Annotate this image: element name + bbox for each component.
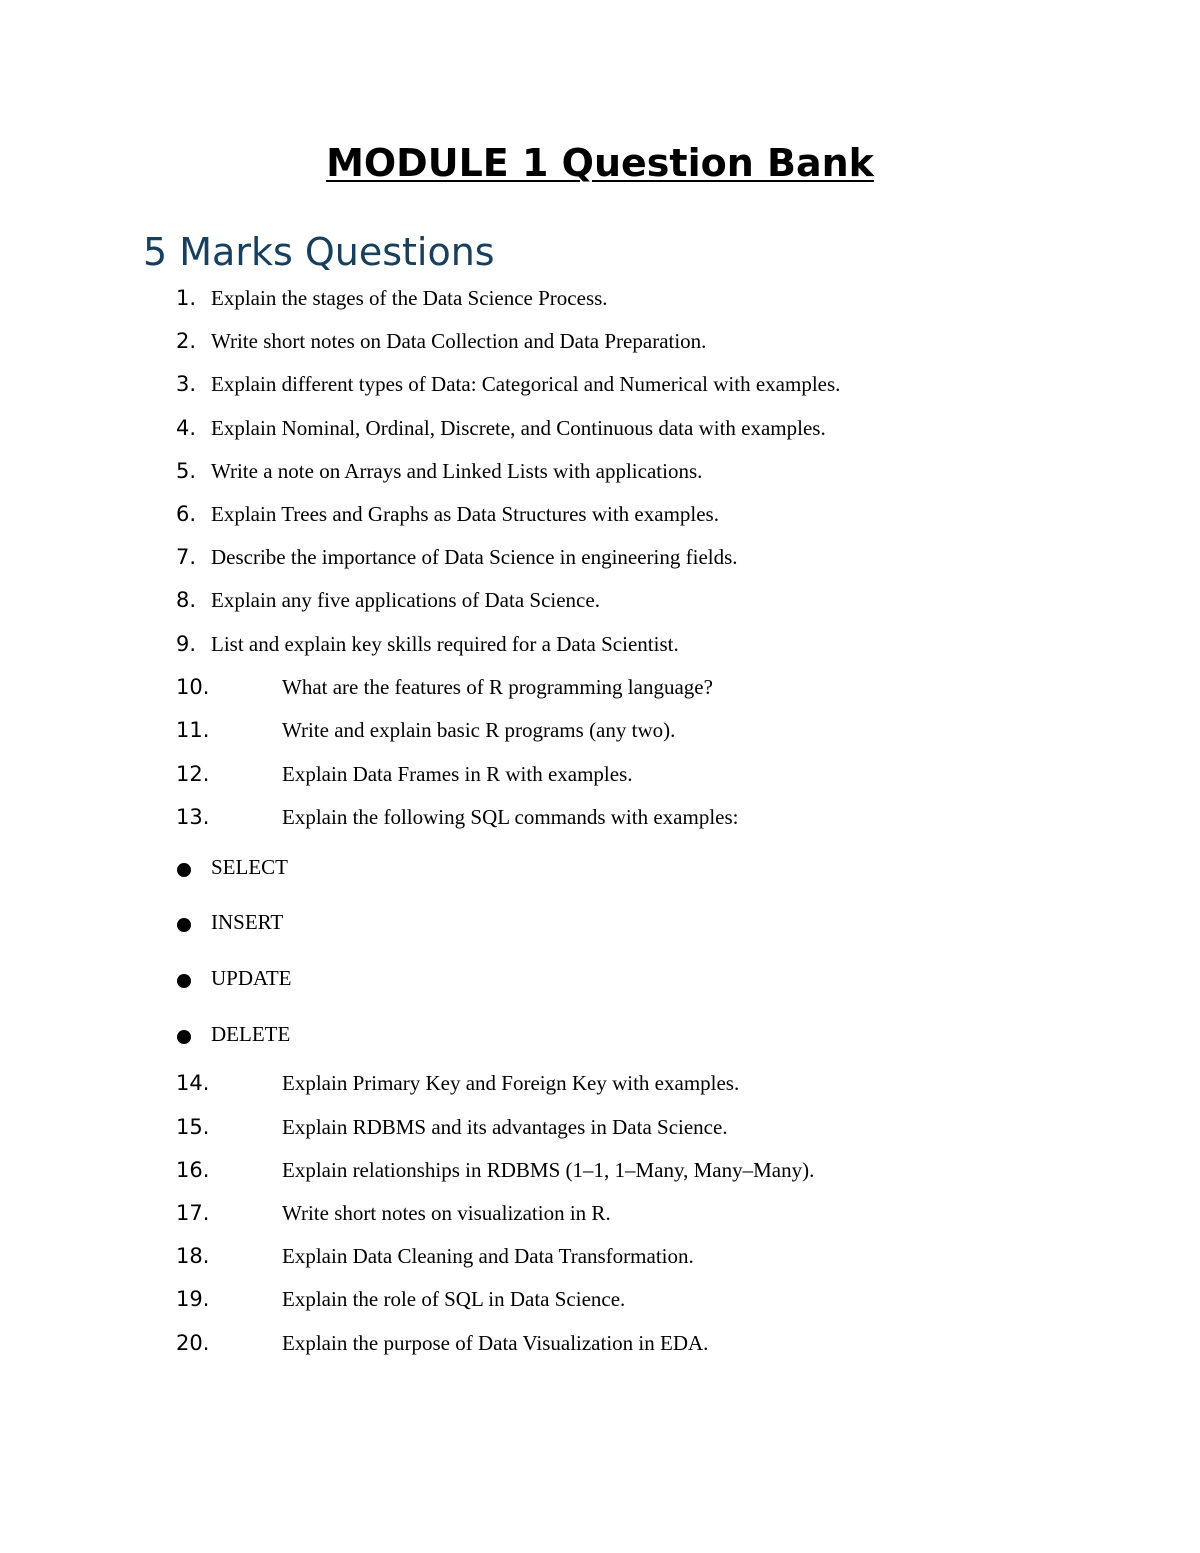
bullet-text: SELECT [211,855,288,879]
item-text: Explain any five applications of Data Science. [211,588,600,612]
item-number: 2. [176,329,197,353]
item-number: 18. [176,1244,210,1268]
item-number: 8. [176,588,197,612]
item-text: Write short notes on Data Collection and Data Preparation. [211,329,707,353]
item-number: 1. [176,286,197,310]
item-text: Explain Data Cleaning and Data Transformation. [282,1244,694,1268]
item-text: Explain the following SQL commands with examples: [282,805,739,829]
item-number: 15. [176,1115,210,1139]
item-number: 19. [176,1287,210,1311]
item-text: Explain Primary Key and Foreign Key with examples. [282,1071,740,1095]
item-text: Explain the role of SQL in Data Science. [282,1287,626,1311]
item-text: Describe the importance of Data Science in engineering fields. [211,545,738,569]
item-text: Explain the stages of the Data Science Process. [211,286,608,310]
item-text: Explain relationships in RDBMS (1–1, 1–Many, Many–Many). [282,1158,815,1182]
item-number: 3. [176,372,197,396]
bullet-text: DELETE [211,1022,291,1046]
item-number: 16. [176,1158,210,1182]
item-number: 17. [176,1201,210,1225]
item-number: 14. [176,1071,210,1095]
item-text: Explain the purpose of Data Visualization in EDA. [282,1331,709,1355]
item-number: 9. [176,632,197,656]
page-title: MODULE 1 Question Bank [326,141,874,185]
bullet-icon [177,863,191,877]
item-number: 10. [176,675,210,699]
bullet-text: UPDATE [211,966,292,990]
item-number: 7. [176,545,197,569]
item-number: 20. [176,1331,210,1355]
item-text: Explain RDBMS and its advantages in Data Science. [282,1115,728,1139]
item-text: Explain different types of Data: Categorical and Numerical with examples. [211,372,841,396]
item-text: Write a note on Arrays and Linked Lists with applications. [211,459,703,483]
item-number: 6. [176,502,197,526]
item-text: What are the features of R programming language? [282,675,713,699]
section-heading: 5 Marks Questions [143,230,495,274]
item-number: 12. [176,762,210,786]
item-number: 5. [176,459,197,483]
item-text: Explain Nominal, Ordinal, Discrete, and Continuous data with examples. [211,416,826,440]
bullet-icon [177,974,191,988]
bullet-icon [177,1030,191,1044]
item-number: 4. [176,416,197,440]
item-text: Explain Trees and Graphs as Data Structures with examples. [211,502,719,526]
item-text: Explain Data Frames in R with examples. [282,762,633,786]
item-text: Write and explain basic R programs (any two). [282,718,676,742]
bullet-icon [177,918,191,932]
bullet-text: INSERT [211,910,284,934]
item-text: Write short notes on visualization in R. [282,1201,611,1225]
item-number: 13. [176,805,210,829]
item-number: 11. [176,718,210,742]
item-text: List and explain key skills required for a Data Scientist. [211,632,679,656]
